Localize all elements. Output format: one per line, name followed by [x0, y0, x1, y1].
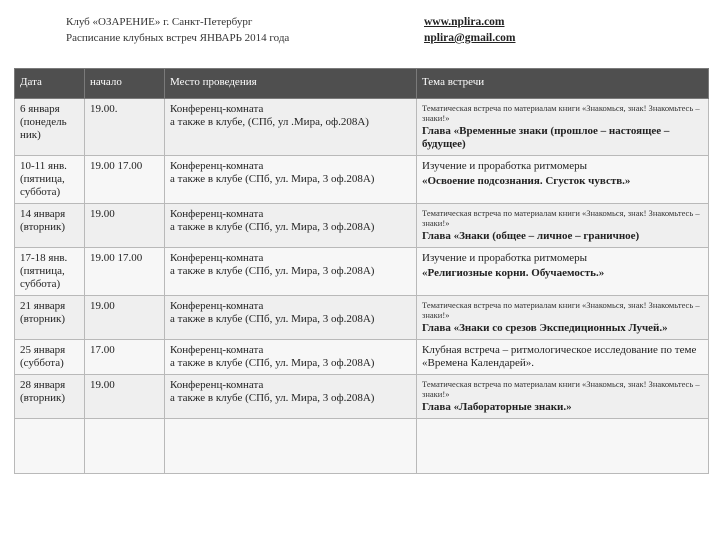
table-row	[15, 375, 709, 419]
topic-intro: Тематическая встреча по материалам книги «Знакомься, знак! Знакомьтесь – знаки!»	[422, 379, 700, 399]
topic-cell	[417, 296, 709, 340]
topic-cell	[417, 248, 709, 296]
topic-cell	[417, 99, 709, 156]
contacts-block	[424, 14, 516, 46]
place-room: Конференц-комната	[170, 160, 264, 172]
col-start-header: начало	[85, 69, 165, 99]
date-cell	[15, 296, 85, 340]
topic-cell	[417, 375, 709, 419]
website-link[interactable]: www.nplira.com	[424, 16, 505, 28]
topic-chapter: Глава «Знаки со срезов Экспедиционных Лучей.»	[422, 322, 668, 334]
col-topic-header: Тема встречи	[417, 69, 709, 99]
place-room: Конференц-комната	[170, 344, 264, 356]
date-cell	[15, 156, 85, 204]
club-title-block	[66, 14, 289, 46]
place-address: а также в клубе (СПб, ул. Мира, 3 оф.208А)	[170, 265, 375, 277]
empty-cell	[15, 419, 85, 474]
weekday-text: (пятница, суббота)	[20, 265, 65, 290]
topic-intro: Изучение и проработка ритмомеры	[422, 160, 588, 172]
date-text: 25 января	[20, 344, 66, 356]
empty-cell	[165, 419, 417, 474]
page-header	[0, 14, 720, 54]
date-cell	[15, 248, 85, 296]
date-text: 28 января	[20, 379, 66, 391]
schedule-table	[14, 68, 709, 474]
table-header-row	[15, 69, 709, 99]
date-cell	[15, 99, 85, 156]
place-cell	[165, 375, 417, 419]
topic-chapter: «Религиозные корни. Обучаемость.»	[422, 267, 605, 279]
topic-chapter: «Освоение подсознания. Сгусток чувств.»	[422, 175, 631, 187]
place-cell	[165, 248, 417, 296]
topic-intro: Клубная встреча – ритмологическое исследование по теме «Времена Календарей».	[422, 344, 697, 369]
topic-chapter: Глава «Знаки (общее – личное – граничное)	[422, 230, 640, 242]
place-room: Конференц-комната	[170, 300, 264, 312]
col-date-header: Дата	[15, 69, 85, 99]
table-row	[15, 296, 709, 340]
place-room: Конференц-комната	[170, 103, 264, 115]
email-link[interactable]: nplira@gmail.com	[424, 32, 516, 44]
topic-cell	[417, 204, 709, 248]
weekday-text: (понедель ник)	[20, 116, 67, 141]
place-room: Конференц-комната	[170, 208, 264, 220]
topic-chapter: Глава «Лабораторные знаки.»	[422, 401, 572, 413]
topic-chapter: Глава «Временные знаки (прошлое – настоящее – будущее)	[422, 125, 670, 150]
time-cell: 19.00.	[85, 99, 165, 156]
place-room: Конференц-комната	[170, 379, 264, 391]
weekday-text: (пятница, суббота)	[20, 173, 65, 198]
topic-cell	[417, 156, 709, 204]
table-row	[15, 340, 709, 375]
date-text: 21 января	[20, 300, 66, 312]
time-cell: 19.00	[85, 296, 165, 340]
place-address: а также в клубе (СПб, ул. Мира, 3 оф.208А)	[170, 173, 375, 185]
table-row	[15, 99, 709, 156]
schedule-title: Расписание клубных встреч ЯНВАРЬ 2014 года	[66, 32, 290, 44]
topic-intro: Тематическая встреча по материалам книги «Знакомься, знак! Знакомьтесь – знаки!»	[422, 103, 700, 123]
time-cell: 19.00 17.00	[85, 248, 165, 296]
time-cell: 19.00	[85, 375, 165, 419]
weekday-text: (вторник)	[20, 221, 66, 233]
weekday-text: (суббота)	[20, 357, 64, 369]
place-cell	[165, 156, 417, 204]
place-cell	[165, 296, 417, 340]
time-cell: 19.00 17.00	[85, 156, 165, 204]
empty-table-row	[15, 419, 709, 474]
topic-intro: Тематическая встреча по материалам книги «Знакомься, знак! Знакомьтесь – знаки!»	[422, 208, 700, 228]
place-cell	[165, 340, 417, 375]
time-cell: 19.00	[85, 204, 165, 248]
place-address: а также в клубе (СПб, ул. Мира, 3 оф.208А)	[170, 357, 375, 369]
time-cell: 17.00	[85, 340, 165, 375]
weekday-text: (вторник)	[20, 313, 66, 325]
date-text: 6 января	[20, 103, 60, 115]
table-row	[15, 248, 709, 296]
date-text: 14 января	[20, 208, 66, 220]
empty-cell	[417, 419, 709, 474]
place-address: а также в клубе (СПб, ул. Мира, 3 оф.208А)	[170, 313, 375, 325]
table-row	[15, 204, 709, 248]
date-text: 10-11 янв.	[20, 160, 67, 172]
col-place-header: Место проведения	[165, 69, 417, 99]
table-row	[15, 156, 709, 204]
place-address: а также в клубе (СПб, ул. Мира, 3 оф.208А)	[170, 392, 375, 404]
empty-cell	[85, 419, 165, 474]
topic-intro: Изучение и проработка ритмомеры	[422, 252, 588, 264]
topic-intro: Тематическая встреча по материалам книги «Знакомься, знак! Знакомьтесь – знаки!»	[422, 300, 700, 320]
date-text: 17-18 янв.	[20, 252, 68, 264]
place-room: Конференц-комната	[170, 252, 264, 264]
date-cell	[15, 340, 85, 375]
place-cell	[165, 204, 417, 248]
place-address: а также в клубе, (СПб, ул .Мира, оф.208А)	[170, 116, 369, 128]
weekday-text: (вторник)	[20, 392, 66, 404]
place-cell	[165, 99, 417, 156]
club-title: Клуб «ОЗАРЕНИЕ» г. Санкт-Петербург	[66, 16, 253, 28]
topic-cell	[417, 340, 709, 375]
place-address: а также в клубе (СПб, ул. Мира, 3 оф.208А)	[170, 221, 375, 233]
date-cell	[15, 375, 85, 419]
date-cell	[15, 204, 85, 248]
